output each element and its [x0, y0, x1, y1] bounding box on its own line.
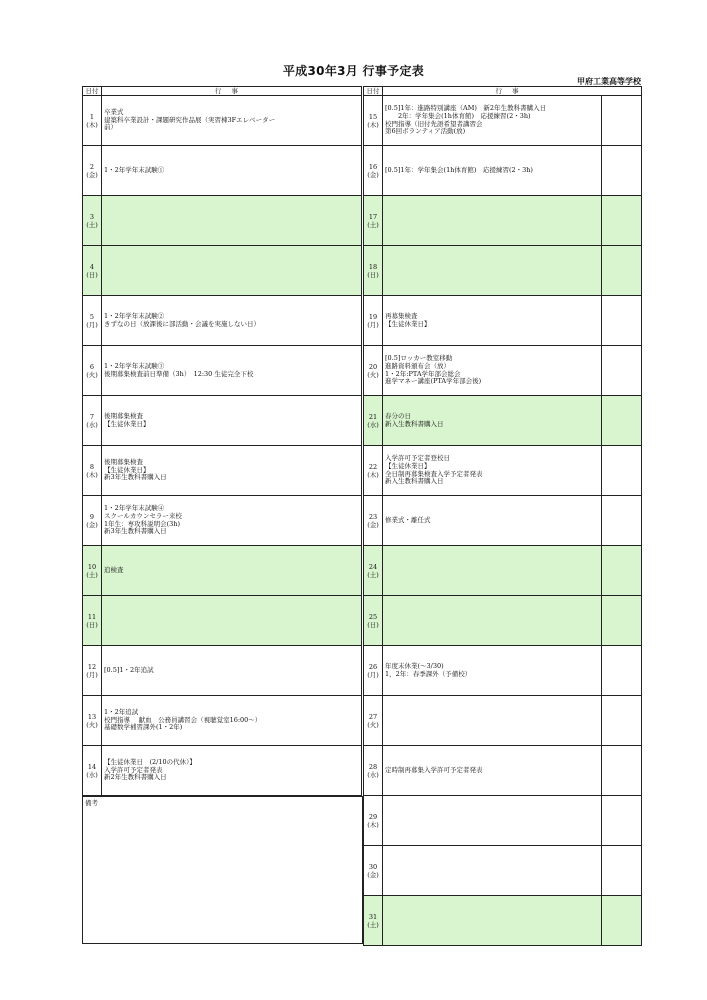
notes-box: [82, 796, 363, 944]
left-header-row: [82, 86, 362, 96]
table-row: [363, 196, 642, 246]
events-cell: 1・2年学年末試験④ スクールカウンセラー来校 1年生：専攻科説明会(3h) 新3年生教科書購入日: [104, 504, 182, 536]
day-of-week: (水): [86, 770, 98, 779]
events-cell: 定時制再募集入学許可予定者発表: [385, 765, 483, 774]
table-row: [363, 296, 642, 346]
day-number: 9: [89, 512, 95, 521]
events-cell: [104, 246, 359, 295]
date-cell: [83, 196, 102, 245]
table-row: [363, 746, 642, 796]
date-cell: [83, 446, 102, 495]
table-row: [82, 196, 362, 246]
day-of-week: (金): [367, 170, 379, 179]
day-number: 3: [89, 212, 95, 221]
day-of-week: (日): [86, 620, 98, 629]
date-cell: [364, 146, 383, 195]
table-row: [363, 346, 642, 396]
table-row: [363, 596, 642, 646]
day-of-week: (水): [86, 420, 98, 429]
day-of-week: (土): [86, 570, 98, 579]
date-cell: [83, 496, 102, 545]
events-cell: [104, 596, 359, 645]
day-number: 5: [89, 312, 95, 321]
events-cell: 春分の日 新入生教科書購入日: [385, 411, 444, 428]
day-number: 16: [368, 162, 378, 171]
blank-cell: [601, 396, 641, 445]
date-cell: [364, 496, 383, 545]
day-number: 19: [368, 312, 378, 321]
date-cell: [83, 596, 102, 645]
blank-cell: [601, 296, 641, 345]
blank-cell: [601, 146, 641, 195]
events-cell: 卒業式 建築科卒業設計・課題研究作品展（実習棟3Fエレベーター 前）: [104, 108, 276, 132]
table-row: [363, 246, 642, 296]
day-of-week: (日): [86, 270, 98, 279]
events-cell: [0.5]1・2年追試: [104, 665, 154, 674]
table-row: [82, 346, 362, 396]
day-of-week: (火): [86, 370, 98, 379]
day-of-week: (金): [367, 520, 379, 529]
events-cell: [385, 246, 599, 295]
day-number: 6: [89, 362, 95, 371]
table-row: [82, 246, 362, 296]
day-number: 10: [87, 562, 97, 571]
events-cell: [0.5]ロッカー教室移動 進路資料頒布会（放） 1・2年:PTA学年部会総会 進学マネー講座(PTA学年部会後): [385, 354, 482, 386]
day-number: 24: [368, 562, 378, 571]
table-row: [363, 846, 642, 896]
events-cell: [385, 546, 599, 595]
table-row: [82, 146, 362, 196]
table-row: [82, 746, 362, 796]
date-cell: [83, 746, 102, 795]
blank-cell: [601, 896, 641, 945]
day-number: 12: [87, 662, 97, 671]
day-number: 11: [87, 612, 97, 621]
day-number: 1: [89, 112, 95, 121]
day-number: 15: [368, 112, 378, 121]
date-cell: [364, 296, 383, 345]
date-cell: [83, 296, 102, 345]
day-number: 26: [368, 662, 378, 671]
day-of-week: (火): [367, 720, 379, 729]
table-row: [82, 596, 362, 646]
table-row: [363, 646, 642, 696]
day-of-week: (土): [367, 920, 379, 929]
table-row: [363, 546, 642, 596]
blank-cell: [601, 496, 641, 545]
day-of-week: (土): [86, 220, 98, 229]
blank-cell: [601, 196, 641, 245]
day-of-week: (水): [367, 420, 379, 429]
table-row: [363, 446, 642, 496]
day-number: 14: [87, 762, 97, 771]
day-number: 8: [89, 462, 95, 471]
day-of-week: (金): [86, 170, 98, 179]
day-number: 4: [89, 262, 95, 271]
events-cell: [385, 196, 599, 245]
events-cell: 修業式・離任式: [385, 515, 431, 524]
day-number: 20: [368, 362, 378, 371]
table-row: [82, 646, 362, 696]
events-cell: 1・2年追試 校門指導 献血 公務員講習会（視聴覚室16:00～） 基礎数学補習課外(1・2年): [104, 708, 262, 732]
day-number: 31: [368, 912, 378, 921]
day-of-week: (日): [367, 620, 379, 629]
date-cell: [83, 346, 102, 395]
day-number: 18: [368, 262, 378, 271]
table-row: [82, 546, 362, 596]
blank-cell: [601, 646, 641, 695]
day-of-week: (土): [367, 570, 379, 579]
table-row: [82, 396, 362, 446]
day-number: 13: [87, 712, 97, 721]
table-row: [363, 96, 642, 146]
table-row: [363, 896, 642, 946]
date-cell: [364, 346, 383, 395]
date-cell: [364, 546, 383, 595]
day-number: 28: [368, 762, 378, 771]
table-row: [363, 396, 642, 446]
blank-cell: [601, 546, 641, 595]
date-cell: [364, 246, 383, 295]
day-of-week: (水): [367, 770, 379, 779]
day-of-week: (木): [367, 820, 379, 829]
school-name: 甲府工業高等学校: [577, 77, 641, 86]
day-of-week: (月): [86, 320, 98, 329]
blank-cell: [601, 696, 641, 745]
day-number: 29: [368, 812, 378, 821]
date-cell: [83, 246, 102, 295]
date-cell: [364, 696, 383, 745]
table-row: [363, 696, 642, 746]
date-cell: [364, 846, 383, 895]
blank-cell: [601, 246, 641, 295]
day-of-week: (金): [367, 870, 379, 879]
blank-cell: [601, 346, 641, 395]
events-cell: 年度末休業(～3/30) 1，2年：春季課外（予備校）: [385, 661, 472, 678]
events-cell: 後期募集検査 【生徒休業日】: [104, 411, 150, 428]
day-number: 2: [89, 162, 95, 171]
date-cell: [364, 396, 383, 445]
date-cell: [364, 746, 383, 795]
events-cell: 1・2年学年末試験② きずなの日（放課後に部活動・会議を実施しない日）: [104, 311, 260, 328]
date-cell: [83, 646, 102, 695]
day-of-week: (火): [367, 370, 379, 379]
events-cell: 1・2年学年末試験③ 後期募集検査前日準備（3h） 12:30 生徒完全下校: [104, 361, 254, 378]
day-of-week: (日): [367, 270, 379, 279]
day-of-week: (金): [86, 520, 98, 529]
day-number: 7: [89, 412, 95, 421]
table-row: [363, 496, 642, 546]
date-cell: [83, 146, 102, 195]
events-cell: [385, 596, 599, 645]
events-cell: 【生徒休業日 (2/10の代休）】 入学許可予定者発表 新2年生教科書購入日: [104, 758, 196, 782]
day-number: 21: [368, 412, 378, 421]
blank-cell: [601, 446, 641, 495]
blank-cell: [601, 796, 641, 845]
blank-cell: [601, 846, 641, 895]
schedule-table: [82, 86, 642, 944]
table-row: [363, 146, 642, 196]
day-of-week: (木): [367, 470, 379, 479]
blank-cell: [601, 96, 641, 145]
table-row: [82, 446, 362, 496]
date-cell: [83, 96, 102, 145]
table-row: [82, 296, 362, 346]
day-number: 17: [368, 212, 378, 221]
date-cell: [83, 546, 102, 595]
events-cell: [0.5]1年：学年集会(1h体育館) 応援練習(2・3h): [385, 165, 533, 174]
day-number: 30: [368, 862, 378, 871]
date-cell: [364, 96, 383, 145]
date-cell: [364, 896, 383, 945]
events-cell: 再募集検査 【生徒休業日】: [385, 311, 431, 328]
day-number: 22: [368, 462, 378, 471]
date-header: 日付: [83, 87, 102, 95]
events-cell: 追検査: [104, 565, 124, 574]
day-of-week: (月): [367, 320, 379, 329]
day-number: 23: [368, 512, 378, 521]
right-header-row: [363, 86, 642, 96]
day-number: 25: [368, 612, 378, 621]
date-header: 日付: [364, 87, 383, 95]
table-row: [82, 696, 362, 746]
events-cell: [385, 696, 599, 745]
day-of-week: (木): [86, 470, 98, 479]
table-row: [82, 96, 362, 146]
day-of-week: (木): [86, 120, 98, 129]
events-cell: 入学許可予定者登校日 【生徒休業日】 全日制再募集検査入学予定者発表 新入生教科書購入日: [385, 454, 483, 486]
day-of-week: (木): [367, 120, 379, 129]
date-cell: [364, 796, 383, 845]
day-of-week: (土): [367, 220, 379, 229]
date-cell: [83, 696, 102, 745]
date-cell: [364, 596, 383, 645]
blank-cell: [601, 746, 641, 795]
page-title: 平成30年3月 行事予定表: [282, 64, 425, 78]
events-cell: [385, 896, 599, 945]
table-row: [363, 796, 642, 846]
events-cell: 後期募集検査 【生徒休業日】 新3年生教科書購入日: [104, 458, 167, 482]
events-header: 行事: [495, 87, 529, 95]
events-cell: [0.5]1年：進路特別講座（AM) 新2年生教科書購入日 2年：学年集会(1h体育館) 応援練習(2・3h) 校門指導（旧付先語希望者講習会 第6回ボランティア活動(放): [385, 104, 547, 136]
notes-label: 備考: [85, 799, 98, 807]
day-of-week: (火): [86, 720, 98, 729]
events-cell: [385, 796, 599, 845]
date-cell: [364, 646, 383, 695]
date-cell: [83, 396, 102, 445]
events-header: 行事: [215, 87, 248, 95]
blank-cell: [601, 596, 641, 645]
date-cell: [364, 446, 383, 495]
table-row: [82, 496, 362, 546]
events-cell: 1・2年学年末試験①: [104, 165, 165, 174]
day-of-week: (月): [86, 670, 98, 679]
events-cell: [104, 196, 359, 245]
date-cell: [364, 196, 383, 245]
events-cell: [385, 846, 599, 895]
day-number: 27: [368, 712, 378, 721]
day-of-week: (月): [367, 670, 379, 679]
